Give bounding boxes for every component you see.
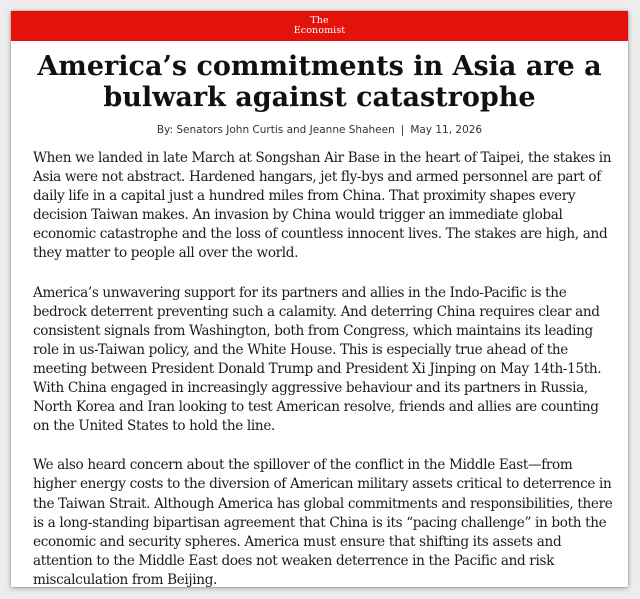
article-page <box>11 11 628 587</box>
article-paragraph: We also heard concern about the spillover of the conflict in the Middle East—from higher energy costs to the diversion of American military assets critical to deterrence in the Taiwan Strait. Although America has global commitments and responsibilities, there is a long-standing bipartisan agreement that China is its “pacing challenge” in both the economic and security spheres. America must ensure that shifting its assets and attention to the Middle East does not weaken deterrence in the Pacific and risk miscalculation from Beijing. <box>33 457 613 587</box>
article-paragraph: America’s unwavering support for its partners and allies in the Indo-Pacific is the bedrock deterrent preventing such a calamity. And deterring China requires clear and consistent signals from Washington, both from Congress, which maintains its leading role in us-Taiwan policy, and the White House. This is especially true ahead of the meeting between President Donald Trump and President Xi Jinping on May 14th-15th. With China engaged in increasingly aggressive behaviour and its partners in Russia, North Korea and Iran looking to test American resolve, friends and allies are counting on the United States to hold the line. <box>33 284 602 435</box>
logo-text-economist: Economist <box>293 25 346 36</box>
byline-authors: By: Senators John Curtis and Jeanne Shaheen <box>156 124 395 136</box>
byline-separator: | <box>400 124 405 136</box>
economist-masthead[interactable] <box>11 11 628 41</box>
logo-text-the: The <box>310 15 329 26</box>
article-body <box>33 149 616 587</box>
byline-date: May 11, 2026 <box>410 124 483 136</box>
byline <box>11 123 628 137</box>
article-paragraph: When we landed in late March at Songshan Air Base in the heart of Taipei, the stakes in Asia were not abstract. Hardened hangars, jet fly-bys and armed personnel are part of daily life in a capital just a hundred miles from China. That proximity shapes every decision Taiwan makes. An invasion by China would trigger an immediate global economic catastrophe and the loss of countless innocent lives. The stakes are high, and they matter to people all over the world. <box>33 150 612 262</box>
article-headline: America’s commitments in Asia are a bulwark against catastrophe <box>37 51 602 113</box>
